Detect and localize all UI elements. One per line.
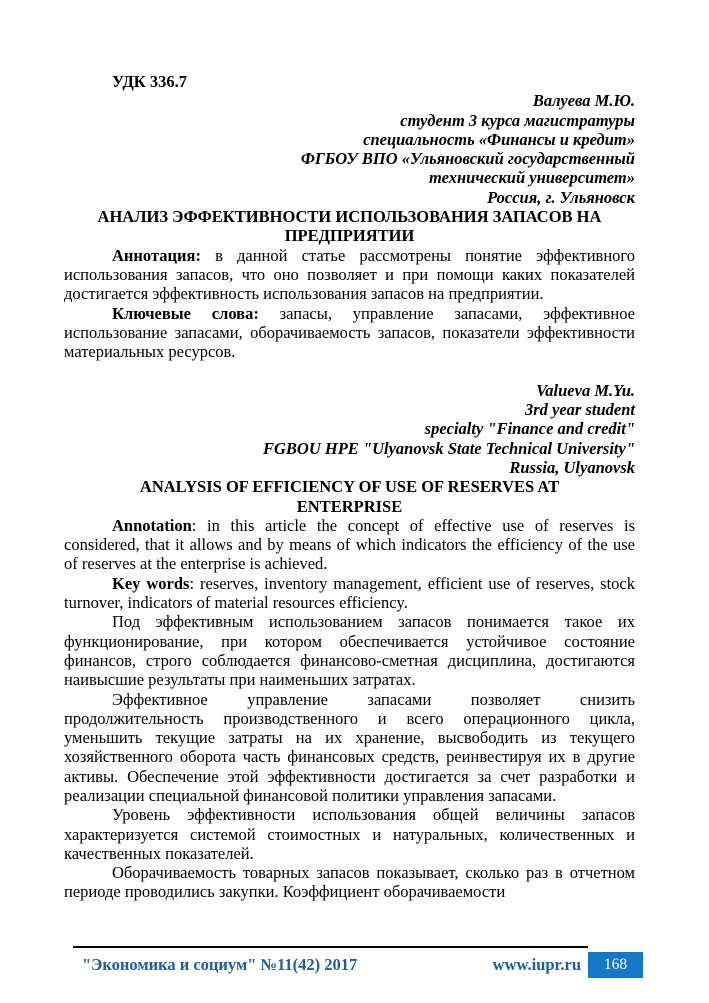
annotation-en-label: Annotation: [112, 515, 192, 535]
author-location-ru: Россия, г. Ульяновск: [487, 187, 635, 207]
author-university-en: FGBOU HPE "Ulyanovsk State Technical University": [263, 438, 635, 458]
journal-title: "Экономика и социум" №11(42) 2017: [82, 955, 358, 975]
page-footer: [73, 946, 643, 978]
article-body: [64, 72, 635, 902]
page-number-badge: 168: [588, 952, 643, 978]
author-specialty-ru: специальность «Финансы и кредит»: [363, 129, 635, 149]
article-title-ru: АНАЛИЗ ЭФФЕКТИВНОСТИ ИСПОЛЬЗОВАНИЯ ЗАПАСОВ НА ПРЕДПРИЯТИИ: [97, 207, 602, 246]
body-paragraph-1: Под эффективным использованием запасов понимается такое их функционирование, при котором обеспечивается устойчивое состояние финансов, строго соблюдается финансово-сметная дисциплина, достигаются наивысшие результаты при наименьших затратах.: [64, 612, 635, 690]
annotation-ru-label: Аннотация:: [112, 245, 201, 265]
author-degree-ru: студент 3 курса магистратуры: [400, 110, 635, 130]
footer-row: [73, 952, 643, 978]
annotation-ru-text: в данной статье рассмотрены понятие эффективного использования запасов, что оно позволяет и при помощи каких показателей достигается эффективность использования запасов на предприятии.: [64, 245, 635, 304]
author-location-en: Russia, Ulyanovsk: [509, 457, 635, 477]
footer-divider: [73, 946, 588, 948]
body-paragraph-2: Эффективное управление запасами позволяет снизить продолжительность производственного и всего операционного цикла, уменьшить текущие затраты на их хранение, высвободить из текущего хозяйственного оборота часть финансовых средств, реинвестируя их в другие активы. Обеспечение этой эффективности достигается за счет разработки и реализации специальной финансовой политики управления запасами.: [64, 689, 635, 805]
keywords-ru-label: Ключевые слова:: [112, 303, 259, 323]
author-specialty-en: specialty "Finance and credit": [424, 419, 635, 439]
author-name-en: Valueva M.Yu.: [536, 380, 635, 400]
keywords-en: [64, 574, 635, 613]
annotation-ru: [64, 246, 635, 304]
keywords-ru: [64, 304, 635, 362]
author-name-ru: Валуева М.Ю.: [532, 91, 635, 111]
article-title-en: ANALYSIS OF EFFICIENCY OF USE OF RESERVES AT ENTERPRISE: [139, 477, 560, 516]
keywords-en-label: Key words: [112, 573, 190, 593]
author-university-ru-line2: технический университет»: [429, 168, 635, 188]
author-block-ru: [64, 91, 635, 207]
keywords-en-text: : reserves, inventory management, efficient use of reserves, stock turnover, indicators of material resources efficiency.: [64, 573, 635, 613]
body-paragraph-4: Оборачиваемость товарных запасов показывает, сколько раз в отчетном периоде проводились закупки. Коэффициент оборачиваемости: [64, 863, 635, 902]
author-university-ru-line1: ФГБОУ ВПО «Ульяновский государственный: [300, 149, 635, 169]
author-block-en: [64, 381, 635, 477]
journal-website: www.iupr.ru: [492, 955, 581, 975]
annotation-en: [64, 516, 635, 574]
annotation-en-text: : in this article the concept of effective use of reserves is considered, that it allows and by means of which indicators the efficiency of the use of reserves at the enterprise is achieved.: [64, 515, 635, 574]
udc-line: УДК 336.7: [112, 72, 188, 91]
author-degree-en: 3rd year student: [524, 400, 635, 420]
body-paragraph-3: Уровень эффективности использования общей величины запасов характеризуется системой стоимостных и натуральных, количественных и качественных показателей.: [64, 805, 635, 863]
keywords-ru-text: запасы, управление запасами, эффективное использование запасами, оборачиваемость запасов, показатели эффективности материальных ресурсов.: [64, 303, 636, 362]
